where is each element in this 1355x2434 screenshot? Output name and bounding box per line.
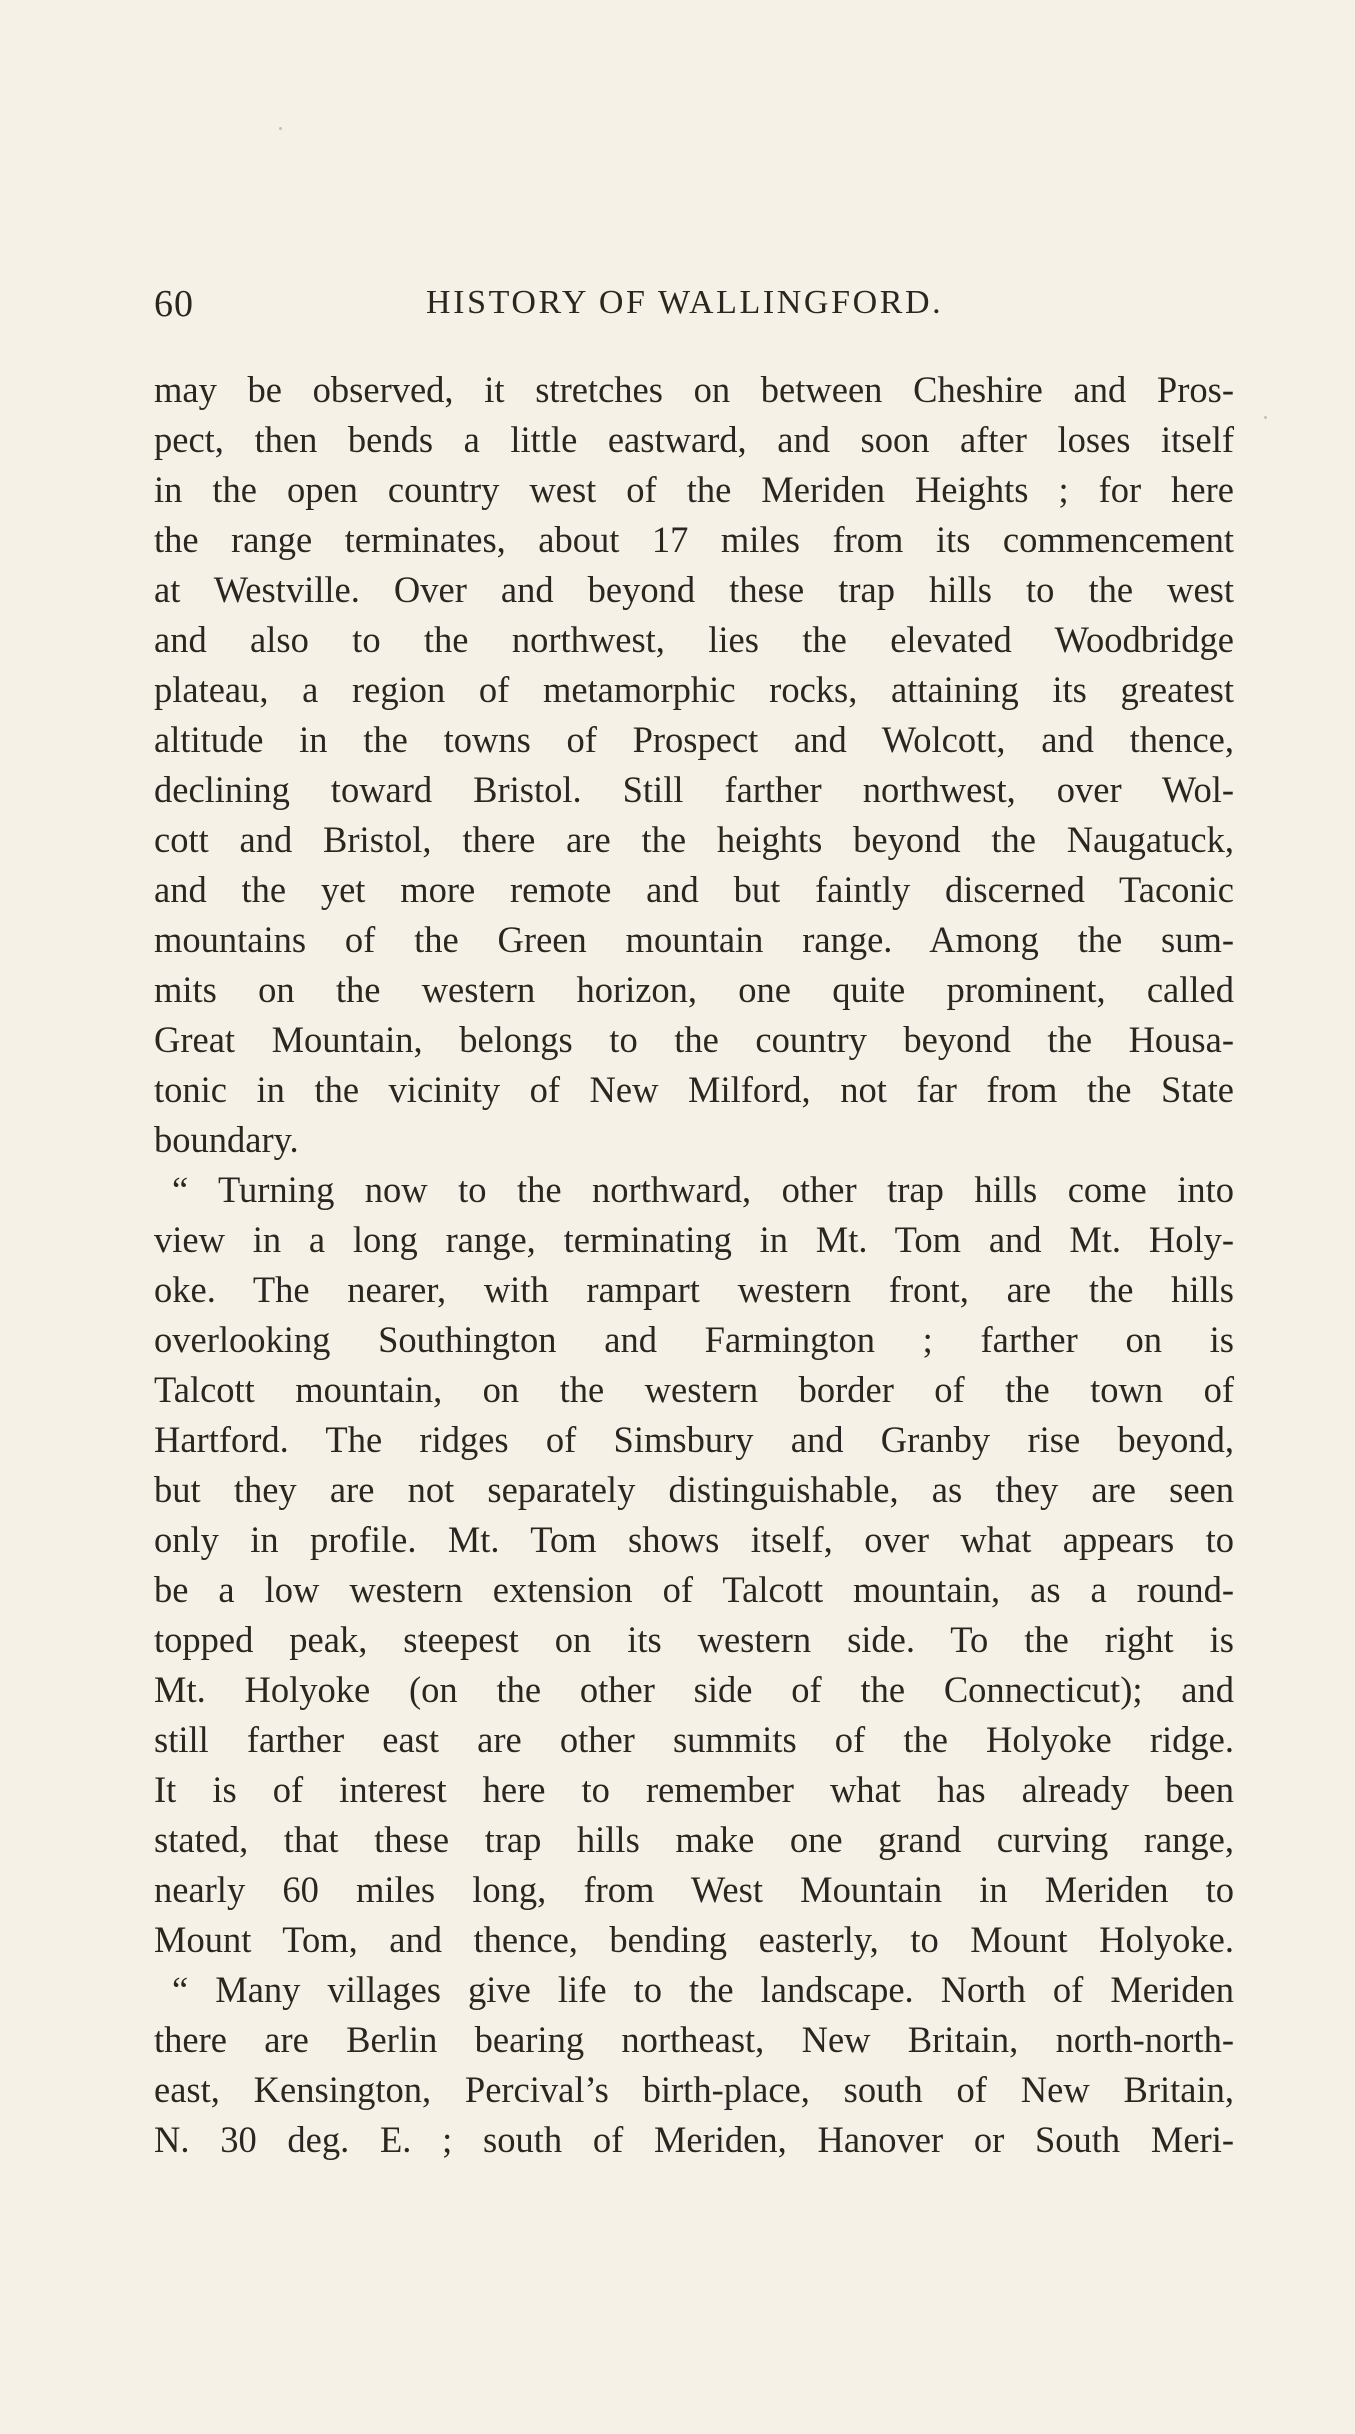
text-line: It is of interest here to remember what has already been (154, 1769, 1234, 1810)
text-line: Mount Tom, and thence, bending easterly, to Mount Holyoke. (154, 1919, 1234, 1960)
text-line: declining toward Bristol. Still farther northwest, over Wol- (154, 769, 1234, 810)
text-line: pect, then bends a little eastward, and soon after loses itself (154, 419, 1234, 460)
text-line: be a low western extension of Talcott mountain, as a round- (154, 1569, 1234, 1610)
text-line: and the yet more remote and but faintly discerned Taconic (154, 869, 1234, 910)
text-line: cott and Bristol, there are the heights beyond the Naugatuck, (154, 819, 1234, 860)
text-line: stated, that these trap hills make one grand curving range, (154, 1819, 1234, 1860)
page-number: 60 (154, 283, 194, 325)
paper-speck (1264, 416, 1267, 419)
text-line: overlooking Southington and Farmington ; farther on is (154, 1319, 1234, 1360)
text-line: Mt. Holyoke (on the other side of the Connecticut); and (154, 1669, 1234, 1710)
text-line: and also to the northwest, lies the elevated Woodbridge (154, 619, 1234, 660)
text-line: oke. The nearer, with rampart western front, are the hills (154, 1269, 1234, 1310)
text-line: mountains of the Green mountain range. Among the sum- (154, 919, 1234, 960)
text-line: plateau, a region of metamorphic rocks, attaining its greatest (154, 669, 1234, 710)
text-line: there are Berlin bearing northeast, New Britain, north-north- (154, 2019, 1234, 2060)
text-line: may be observed, it stretches on between Cheshire and Pros- (154, 369, 1234, 410)
paper-speck (279, 127, 282, 130)
text-line: only in profile. Mt. Tom shows itself, over what appears to (154, 1519, 1234, 1560)
text-line: in the open country west of the Meriden Heights ; for here (154, 469, 1234, 510)
page-header (154, 282, 1234, 332)
text-line: altitude in the towns of Prospect and Wolcott, and thence, (154, 719, 1234, 760)
text-line: topped peak, steepest on its western side. To the right is (154, 1619, 1234, 1660)
body-text (154, 365, 1234, 2165)
text-line: but they are not separately distinguishable, as they are seen (154, 1469, 1234, 1510)
running-title: HISTORY OF WALLINGFORD. (426, 284, 944, 321)
text-line: view in a long range, terminating in Mt. Tom and Mt. Holy- (154, 1219, 1234, 1260)
text-line: nearly 60 miles long, from West Mountain in Meriden to (154, 1869, 1234, 1910)
text-line: at Westville. Over and beyond these trap hills to the west (154, 569, 1234, 610)
text-line: “ Many villages give life to the landscape. North of Meriden (172, 1969, 1234, 2010)
text-line: Talcott mountain, on the western border of the town of (154, 1369, 1234, 1410)
text-line: Hartford. The ridges of Simsbury and Granby rise beyond, (154, 1419, 1234, 1460)
text-line: N. 30 deg. E. ; south of Meriden, Hanover or South Meri- (154, 2119, 1234, 2160)
text-line: the range terminates, about 17 miles from its commencement (154, 519, 1234, 560)
text-line: boundary. (154, 1119, 299, 1160)
text-line: east, Kensington, Percival’s birth-place, south of New Britain, (154, 2069, 1234, 2110)
text-line: tonic in the vicinity of New Milford, not far from the State (154, 1069, 1234, 1110)
text-line: mits on the western horizon, one quite prominent, called (154, 969, 1234, 1010)
text-line: Great Mountain, belongs to the country beyond the Housa- (154, 1019, 1234, 1060)
text-line: still farther east are other summits of the Holyoke ridge. (154, 1719, 1234, 1760)
text-line: “ Turning now to the northward, other trap hills come into (172, 1169, 1234, 1210)
